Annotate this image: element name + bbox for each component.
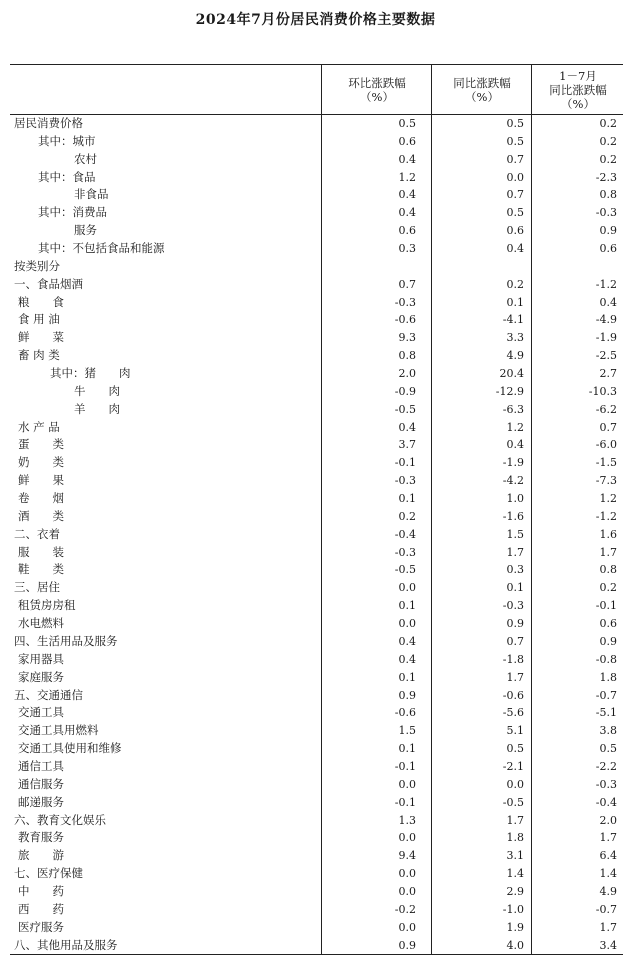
cell-ytd: 1.8: [599, 670, 617, 684]
cell-mom: -0.5: [394, 402, 416, 416]
cell-mom: 0.5: [398, 117, 416, 130]
cell-ytd: -1.5: [595, 456, 617, 470]
row-label: 奶 类: [18, 455, 64, 470]
cell-ytd: -7.3: [595, 474, 617, 488]
cell-ytd: 2.0: [599, 813, 617, 827]
row-label: 交通工具: [18, 705, 64, 720]
cell-mom: 0.8: [398, 349, 416, 363]
cell-mom: -0.6: [394, 313, 416, 327]
table-row: [10, 365, 623, 383]
cell-mom: 0.1: [398, 670, 416, 684]
cell-ytd: 2.7: [599, 367, 617, 381]
row-label: 卷 烟: [18, 491, 64, 506]
table-row: [10, 419, 623, 437]
cell-yoy: 0.5: [506, 742, 524, 756]
cell-mom: 0.7: [398, 277, 416, 291]
cell-ytd: -2.2: [595, 759, 617, 773]
cell-yoy: 0.1: [506, 295, 524, 309]
cell-yoy: 20.4: [499, 367, 524, 381]
row-label: 畜 肉 类: [18, 348, 60, 363]
cell-mom: -0.1: [394, 456, 416, 470]
cell-mom: 0.0: [398, 581, 416, 595]
cell-ytd: 1.4: [599, 867, 617, 881]
cell-mom: 0.4: [398, 152, 416, 166]
cell-mom: 0.3: [398, 242, 416, 256]
row-label: 鲜 菜: [18, 330, 64, 345]
cell-mom: 9.4: [398, 849, 416, 863]
cell-ytd: 1.7: [599, 920, 617, 934]
cell-mom: 1.5: [398, 724, 416, 738]
header-yoy-line2: （%）: [465, 89, 499, 104]
row-label: 二、衣着: [14, 526, 60, 541]
row-label: 居民消费价格: [14, 116, 83, 130]
cell-ytd: 1.7: [599, 831, 617, 845]
row-label: 按类别分: [14, 258, 60, 273]
cell-mom: 0.1: [398, 492, 416, 506]
cell-yoy: 3.3: [506, 331, 524, 345]
row-label: 其中：猪 肉: [50, 366, 131, 381]
cell-mom: 0.4: [398, 634, 416, 648]
table-row: [10, 169, 623, 187]
table-header: [10, 64, 623, 115]
cell-yoy: -4.1: [502, 313, 524, 327]
table-row: [10, 615, 623, 633]
cell-ytd: 0.6: [599, 617, 617, 631]
cell-yoy: -0.6: [502, 688, 524, 702]
cell-yoy: -2.1: [502, 759, 524, 773]
table-row: [10, 758, 623, 776]
cell-ytd: -1.2: [595, 509, 617, 523]
cell-mom: 0.9: [398, 688, 416, 702]
cell-mom: 1.3: [398, 813, 416, 827]
table-row: [10, 597, 623, 615]
cell-yoy: 1.0: [506, 492, 524, 506]
cell-mom: 2.0: [398, 367, 416, 381]
table-row: [10, 401, 623, 419]
cell-yoy: 0.1: [506, 581, 524, 595]
cell-yoy: 1.5: [506, 527, 524, 541]
table-row: [10, 383, 623, 401]
cell-yoy: 0.0: [506, 170, 524, 184]
cell-yoy: 0.7: [506, 634, 524, 648]
cell-ytd: -4.9: [595, 313, 617, 327]
row-label: 家庭服务: [18, 669, 64, 684]
table-row: [10, 347, 623, 365]
table-row: [10, 937, 623, 955]
row-label: 通信服务: [18, 776, 64, 791]
header-yoy-line1: 同比涨跌幅: [453, 75, 511, 90]
table-row: [10, 186, 623, 204]
row-label: 旅 游: [18, 848, 64, 863]
cell-yoy: -1.9: [502, 456, 524, 470]
cell-ytd: -0.7: [595, 902, 617, 916]
cell-ytd: 0.9: [599, 634, 617, 648]
cell-mom: 0.0: [398, 831, 416, 845]
table-row: [10, 454, 623, 472]
table-row: [10, 829, 623, 847]
cell-mom: 3.7: [398, 438, 416, 452]
cell-mom: -0.1: [394, 795, 416, 809]
table-row: [10, 436, 623, 454]
cell-ytd: 0.2: [599, 152, 617, 166]
cell-ytd: 1.6: [599, 527, 617, 541]
cell-mom: -0.4: [394, 527, 416, 541]
cell-yoy: 0.3: [506, 563, 524, 577]
row-label: 蛋 类: [18, 437, 64, 452]
header-mom-line1: 环比涨跌幅: [348, 75, 406, 90]
cell-ytd: 6.4: [599, 849, 617, 863]
header-ytd: [531, 65, 624, 114]
row-label: 七、医疗保健: [14, 866, 83, 881]
cell-yoy: 0.9: [506, 617, 524, 631]
cell-ytd: 0.8: [599, 563, 617, 577]
cell-ytd: -0.3: [595, 777, 617, 791]
table-row: [10, 794, 623, 812]
table-row: [10, 276, 623, 294]
cell-ytd: -10.3: [588, 384, 617, 398]
cell-mom: -0.9: [394, 384, 416, 398]
cell-yoy: -1.8: [502, 652, 524, 666]
table-row: [10, 704, 623, 722]
cell-mom: 0.9: [398, 938, 416, 952]
row-label: 一、食品烟酒: [14, 276, 83, 291]
cell-yoy: 0.2: [506, 277, 524, 291]
table-row: [10, 919, 623, 937]
table-row: [10, 865, 623, 883]
cell-mom: 0.6: [398, 134, 416, 148]
cell-ytd: 4.9: [599, 884, 617, 898]
cell-mom: -0.3: [394, 474, 416, 488]
row-label: 鞋 类: [18, 562, 64, 577]
cell-yoy: -4.2: [502, 474, 524, 488]
table-row: [10, 311, 623, 329]
row-label: 家用器具: [18, 651, 64, 666]
cell-ytd: 0.5: [599, 742, 617, 756]
table-row: [10, 204, 623, 222]
cell-ytd: 3.8: [599, 724, 617, 738]
cell-ytd: -1.9: [595, 331, 617, 345]
row-label: 服务: [74, 223, 97, 238]
row-label: 四、生活用品及服务: [14, 633, 118, 648]
cell-ytd: 0.2: [599, 117, 617, 130]
cell-yoy: -1.6: [502, 509, 524, 523]
cell-ytd: -0.4: [595, 795, 617, 809]
table-row: [10, 579, 623, 597]
cell-mom: 0.4: [398, 206, 416, 220]
row-label: 三、居住: [14, 580, 60, 595]
table-row: [10, 133, 623, 151]
table-row: [10, 240, 623, 258]
header-ytd-line2: 同比涨跌幅: [549, 82, 607, 97]
cell-ytd: 0.7: [599, 420, 617, 434]
cell-yoy: 1.2: [506, 420, 524, 434]
page-title: 2024年7月份居民消费价格主要数据: [195, 12, 436, 28]
cell-yoy: 1.4: [506, 867, 524, 881]
row-label: 六、教育文化娱乐: [14, 812, 106, 827]
cell-yoy: 3.1: [506, 849, 524, 863]
cell-mom: -0.2: [394, 902, 416, 916]
cell-ytd: -1.2: [595, 277, 617, 291]
cell-ytd: -0.1: [595, 599, 617, 613]
row-label: 八、其他用品及服务: [14, 937, 118, 952]
header-mom: [321, 65, 432, 114]
cell-ytd: -0.3: [595, 206, 617, 220]
table-row: [10, 901, 623, 919]
table-row: [10, 776, 623, 794]
row-label: 服 装: [18, 544, 64, 559]
table-row: [10, 812, 623, 830]
cell-yoy: 0.6: [506, 224, 524, 238]
cell-mom: 0.0: [398, 884, 416, 898]
table-row: [10, 687, 623, 705]
cell-ytd: -2.5: [595, 349, 617, 363]
table-row: [10, 722, 623, 740]
cell-yoy: -5.6: [502, 706, 524, 720]
row-label: 医疗服务: [18, 919, 64, 934]
row-label: 其中：食品: [38, 169, 96, 184]
cell-ytd: -6.0: [595, 438, 617, 452]
row-label: 酒 类: [18, 508, 64, 523]
cell-yoy: -0.5: [502, 795, 524, 809]
cell-mom: -0.3: [394, 295, 416, 309]
row-label: 农村: [74, 151, 97, 166]
cell-mom: 0.1: [398, 599, 416, 613]
cell-ytd: -6.2: [595, 402, 617, 416]
cell-ytd: 0.6: [599, 242, 617, 256]
cell-yoy: 0.5: [506, 206, 524, 220]
table-row: [10, 490, 623, 508]
row-label: 其中：不包括食品和能源: [38, 241, 165, 256]
cell-yoy: 0.5: [506, 134, 524, 148]
cell-ytd: -2.3: [595, 170, 617, 184]
row-label: 食 用 油: [18, 312, 60, 327]
table-row: [10, 329, 623, 347]
cell-mom: 1.2: [398, 170, 416, 184]
cell-yoy: -0.3: [502, 599, 524, 613]
table-row: [10, 633, 623, 651]
row-label: 邮递服务: [18, 794, 64, 809]
cell-yoy: 1.7: [506, 813, 524, 827]
cell-mom: 0.0: [398, 867, 416, 881]
cell-ytd: 1.7: [599, 545, 617, 559]
table-row: [10, 740, 623, 758]
table-row: [10, 508, 623, 526]
table-row: [10, 883, 623, 901]
cell-mom: 0.4: [398, 420, 416, 434]
cell-yoy: 1.7: [506, 670, 524, 684]
cell-mom: -0.6: [394, 706, 416, 720]
row-label: 交通工具使用和维修: [18, 741, 122, 756]
row-label: 粮 食: [18, 294, 64, 309]
cell-ytd: 0.8: [599, 188, 617, 202]
cell-mom: 9.3: [398, 331, 416, 345]
cell-ytd: 0.2: [599, 134, 617, 148]
table-row: [10, 847, 623, 865]
row-label: 教育服务: [18, 830, 64, 845]
row-label: 租赁房房租: [18, 598, 76, 613]
cell-yoy: 5.1: [506, 724, 524, 738]
cell-yoy: 1.8: [506, 831, 524, 845]
cell-ytd: -5.1: [595, 706, 617, 720]
cell-ytd: -0.8: [595, 652, 617, 666]
table-row: [10, 651, 623, 669]
cell-yoy: 0.5: [506, 117, 524, 130]
table-row: [10, 258, 623, 276]
cell-mom: -0.1: [394, 759, 416, 773]
table-row: [10, 294, 623, 312]
cell-mom: -0.5: [394, 563, 416, 577]
table-row: [10, 544, 623, 562]
row-label: 其中：消费品: [38, 205, 107, 220]
cell-mom: 0.1: [398, 742, 416, 756]
cell-ytd: -0.7: [595, 688, 617, 702]
cell-yoy: 0.7: [506, 188, 524, 202]
row-label: 西 药: [18, 901, 64, 916]
cell-yoy: -6.3: [502, 402, 524, 416]
row-label: 非食品: [74, 187, 109, 202]
cell-yoy: 0.7: [506, 152, 524, 166]
table-body: [10, 115, 623, 955]
table-row: [10, 526, 623, 544]
cell-mom: 0.4: [398, 188, 416, 202]
cell-yoy: 2.9: [506, 884, 524, 898]
row-label: 交通工具用燃料: [18, 723, 99, 738]
cell-yoy: 4.0: [506, 938, 524, 952]
cell-ytd: 1.2: [599, 492, 617, 506]
cell-mom: 0.4: [398, 652, 416, 666]
cell-yoy: -1.0: [502, 902, 524, 916]
table-row: [10, 669, 623, 687]
cell-mom: 0.0: [398, 920, 416, 934]
cell-yoy: 4.9: [506, 349, 524, 363]
cell-ytd: 3.4: [599, 938, 617, 952]
row-label: 鲜 果: [18, 473, 64, 488]
cell-ytd: 0.2: [599, 581, 617, 595]
cell-mom: 0.0: [398, 777, 416, 791]
row-label: 水 产 品: [18, 419, 60, 434]
table-row: [10, 115, 623, 133]
row-label: 其中：城市: [38, 133, 96, 148]
header-yoy: [431, 65, 532, 114]
cell-mom: 0.6: [398, 224, 416, 238]
row-label: 水电燃料: [18, 616, 64, 631]
row-label: 牛 肉: [74, 383, 120, 398]
table-row: [10, 151, 623, 169]
cell-mom: 0.2: [398, 509, 416, 523]
cell-yoy: 0.0: [506, 777, 524, 791]
table-row: [10, 561, 623, 579]
header-ytd-line3: （%）: [561, 96, 595, 111]
row-label: 中 药: [18, 883, 64, 898]
header-mom-line2: （%）: [360, 89, 394, 104]
cell-ytd: 0.4: [599, 295, 617, 309]
row-label: 通信工具: [18, 758, 64, 773]
row-label: 羊 肉: [74, 401, 120, 416]
cell-yoy: -12.9: [495, 384, 524, 398]
cell-yoy: 0.4: [506, 242, 524, 256]
header-ytd-line1: 1－7月: [559, 68, 597, 83]
row-label: 五、交通通信: [14, 687, 83, 702]
cpi-table: [10, 64, 623, 955]
cell-yoy: 1.9: [506, 920, 524, 934]
table-row: [10, 222, 623, 240]
cell-mom: -0.3: [394, 545, 416, 559]
table-row: [10, 472, 623, 490]
cell-ytd: 0.9: [599, 224, 617, 238]
cell-yoy: 0.4: [506, 438, 524, 452]
cell-yoy: 1.7: [506, 545, 524, 559]
cell-mom: 0.0: [398, 617, 416, 631]
